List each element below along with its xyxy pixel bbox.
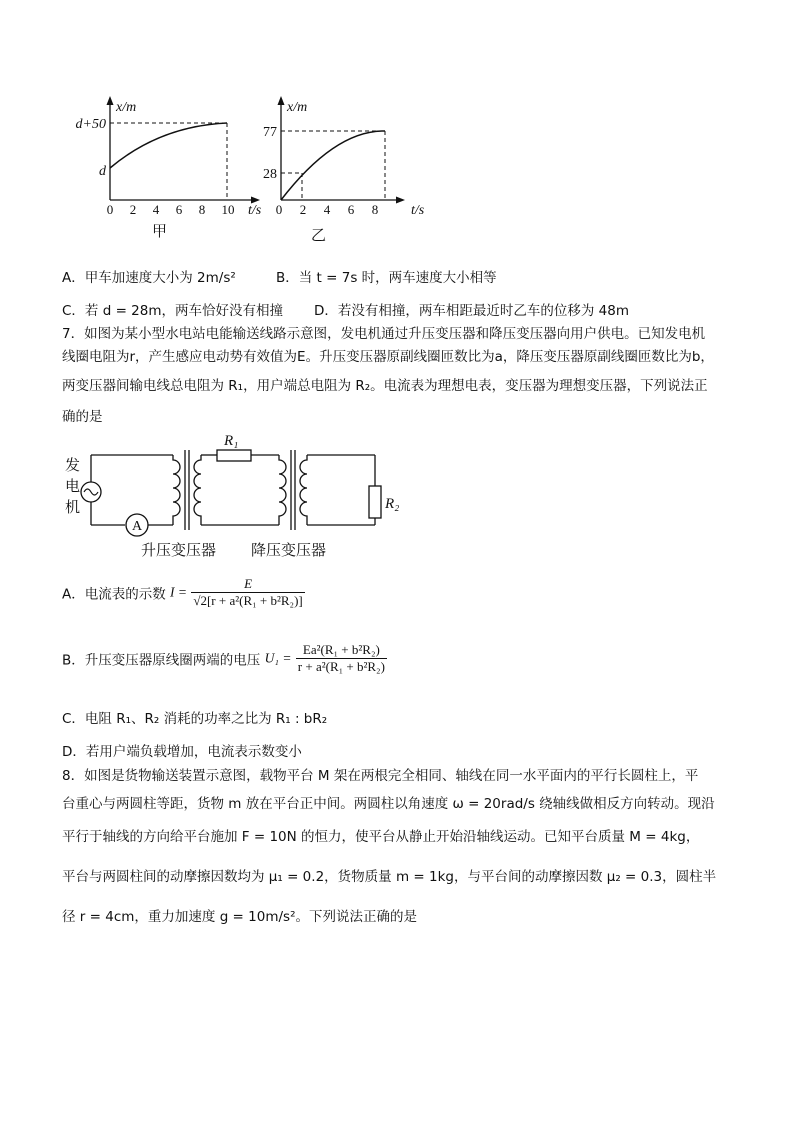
graph-caption: 乙 <box>311 228 327 244</box>
x-tick: 8 <box>371 202 379 217</box>
q7-stem-line1: 7．如图为某小型水电站电能输送线路示意图，发电机通过升压变压器和降压变压器向用户供电。已知发电机 <box>62 326 706 342</box>
step-down-secondary-coil <box>300 455 307 525</box>
x-tick: 0 <box>106 202 114 217</box>
step-up-primary-coil <box>173 455 180 525</box>
graph-caption: 甲 <box>152 224 168 240</box>
x-tick: 6 <box>175 202 183 217</box>
q7-stem-line3: 两变压器间输电线总电阻为 R₁，用户端总电阻为 R₂。电流表为理想电表，变压器为理想变压器，下列说法正 <box>62 378 708 394</box>
q8-stem-line1: 8．如图是货物输送装置示意图，载物平台 M 架在两根完全相同、轴线在同一水平面内的平行长圆柱上，平 <box>62 768 699 784</box>
resistor-r2 <box>369 486 381 518</box>
x-axis-label: t/s <box>411 203 425 218</box>
q6-option-c: C．若 d = 28m，两车恰好没有相撞 <box>62 303 284 319</box>
q6-option-b: B．当 t = 7s 时，两车速度大小相等 <box>276 270 497 286</box>
x-axis-label: t/s <box>248 203 262 218</box>
q6-option-a: A．甲车加速度大小为 2m/s² <box>62 270 236 286</box>
y-axis-arrow <box>107 96 114 105</box>
generator-label: 机 <box>65 500 81 516</box>
formula-lhs: U₁ = <box>264 650 292 666</box>
q7-option-a <box>62 576 305 609</box>
y-axis-label: x/m <box>116 100 137 115</box>
q8-stem-line4: 平台与两圆柱间的动摩擦因数均为 μ₁ = 0.2，货物质量 m = 1kg，与平台间的动摩擦因数 μ₂ = 0.3，圆柱半 <box>62 869 717 885</box>
circuit-diagram <box>55 430 415 565</box>
q7-stem-line2: 线圈电阻为r，产生感应电动势有效值为E。升压变压器原副线圈匝数比为a，降压变压器原副线圈匝数比为b， <box>62 349 714 365</box>
x-tick: 8 <box>198 202 206 217</box>
x-tick: 2 <box>299 202 307 217</box>
option-label: B．升压变压器原线圈两端的电压 <box>62 652 261 669</box>
curve-jia <box>110 123 227 168</box>
resistor-r1 <box>217 450 251 461</box>
q7-option-d: D．若用户端负载增加，电流表示数变小 <box>62 744 302 760</box>
curve-yi <box>281 131 385 200</box>
q7-option-b <box>62 642 387 675</box>
generator-label: 电 <box>65 479 81 495</box>
q7-stem-line4: 确的是 <box>62 409 103 425</box>
q8-stem-line3: 平行于轴线的方向给平台施加 F = 10N 的恒力，使平台从静止开始沿轴线运动。已知平台质量 M = 4kg， <box>62 829 700 845</box>
y-axis-label: x/m <box>287 100 308 115</box>
x-tick: 4 <box>152 202 160 217</box>
r1-label: R₁ <box>224 433 239 449</box>
ammeter-label: A <box>131 519 143 534</box>
fraction-denominator: r + a²(R₁ + b²R₂) <box>297 659 385 674</box>
x-tick: 10 <box>221 202 235 217</box>
step-up-label: 升压变压器 <box>141 543 217 559</box>
option-label: A．电流表的示数 <box>62 586 166 603</box>
x-tick: 6 <box>347 202 355 217</box>
x-axis-arrow <box>396 197 405 204</box>
x-tick: 2 <box>129 202 137 217</box>
fraction-numerator: E <box>191 576 304 593</box>
formula-fraction <box>191 576 304 609</box>
q8-stem-line5: 径 r = 4cm，重力加速度 g = 10m/s²。下列说法正确的是 <box>62 909 417 925</box>
q8-stem-line2: 台重心与两圆柱等距，货物 m 放在平台正中间。两圆柱以角速度 ω = 20rad/s 绕轴线做相反方向转动。现沿 <box>62 796 715 812</box>
graph-yi <box>235 90 455 250</box>
generator-label: 发 <box>65 458 81 474</box>
q7-option-c: C．电阻 R₁、R₂ 消耗的功率之比为 R₁ : bR₂ <box>62 711 328 727</box>
formula-fraction <box>296 642 387 675</box>
q6-option-d: D．若没有相撞，两车相距最近时乙车的位移为 48m <box>314 303 630 319</box>
formula-lhs: I = <box>170 584 188 600</box>
step-up-secondary-coil <box>194 455 201 525</box>
y-top-label: d+50 <box>75 117 106 132</box>
y-axis-arrow <box>278 96 285 105</box>
step-down-primary-coil <box>279 455 286 525</box>
step-down-label: 降压变压器 <box>251 543 327 559</box>
y-low-label: 28 <box>263 167 277 182</box>
r2-label: R₂ <box>385 496 400 512</box>
y-top-label: 77 <box>263 125 277 140</box>
x-tick: 4 <box>323 202 331 217</box>
fraction-denominator: √2[r + a²(R₁ + b²R₂)] <box>193 593 303 608</box>
fraction-numerator: Ea²(R₁ + b²R₂) <box>296 642 387 659</box>
x-tick: 0 <box>275 202 283 217</box>
y-low-label: d <box>99 164 106 179</box>
